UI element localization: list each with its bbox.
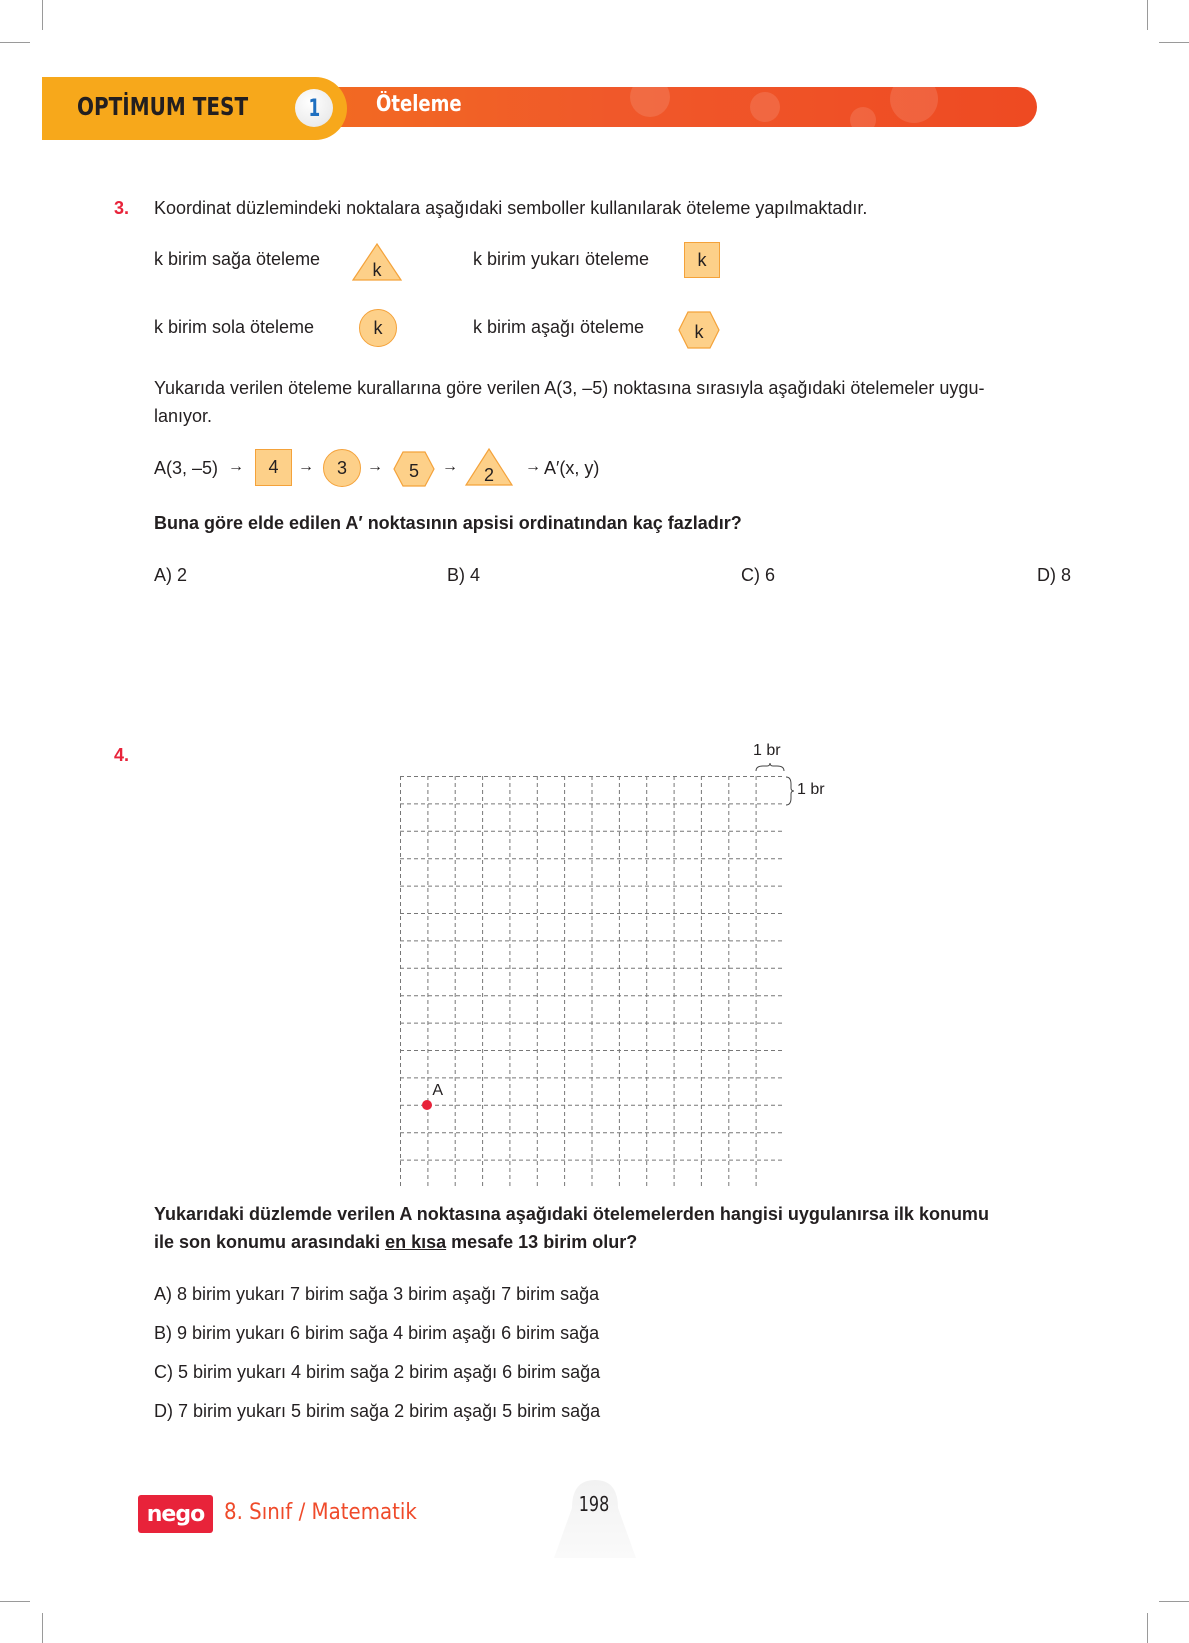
crop-mark [0,42,30,43]
symbol-letter: k [372,259,382,280]
symbol-letter: k [697,249,707,270]
answer-option-c[interactable]: C) 6 [741,565,776,585]
prompt-text: mesafe 13 birim olur? [446,1232,638,1252]
step-value: 2 [483,464,494,485]
answer-option-a[interactable]: A) 8 birim yukarı 7 birim sağa 3 birim aşağı 7 birim sağa [154,1284,600,1304]
question-number: 4. [114,745,130,765]
crop-mark [42,0,43,30]
answer-option-b[interactable]: B) 4 [447,565,481,585]
question-intro: Koordinat düzlemindeki noktalara aşağıdaki semboller kullanılarak öteleme yapılmaktadır. [154,198,868,218]
arrow-icon: → [525,458,541,475]
unit-label-right: 1 br [797,781,825,798]
rule-label-right: k birim sağa öteleme [154,249,321,269]
test-number: 1 [308,94,320,122]
crop-mark [1159,1601,1189,1602]
series-title: OPTİMUM TEST [77,92,249,121]
arrow-icon: → [228,458,244,475]
paragraph-line: lanıyor. [154,406,213,426]
coordinate-grid [400,776,783,1187]
crop-mark [1147,1613,1148,1643]
step-value: 5 [408,460,419,481]
question-prompt-line [154,1232,637,1253]
test-number-badge [295,89,333,127]
page-number: 198 [578,1492,610,1516]
answer-option-d[interactable]: D) 8 [1037,565,1072,585]
square-symbol [255,449,292,486]
question-prompt: Buna göre elde edilen A′ noktasının apsisi ordinatından kaç fazladır? [154,513,742,533]
brace-right-icon [785,776,795,806]
page-number-tab [552,1478,638,1560]
topic-title: Öteleme [376,92,462,117]
triangle-symbol [352,243,402,281]
crop-mark [0,1601,30,1602]
answer-option-a[interactable]: A) 2 [154,565,188,585]
hexagon-symbol [678,311,720,349]
hexagon-symbol [393,451,435,487]
step-value: 4 [268,457,279,477]
rule-label-up: k birim yukarı öteleme [473,249,650,269]
arrow-icon: → [367,458,383,475]
arrow-icon: → [298,458,314,475]
rule-label-down: k birim aşağı öteleme [473,317,645,337]
circle-symbol [323,449,361,487]
paragraph-line: Yukarıda verilen öteleme kurallarına göre verilen A(3, –5) noktasına sırasıyla aşağıdaki ötelemeler uygu- [154,378,985,398]
unit-label-top: 1 br [753,742,781,759]
crop-mark [1147,0,1148,30]
sequence-end: A′(x, y) [544,458,600,478]
point-a-label: A [432,1081,444,1099]
subject-label: 8. Sınıf / Matematik [224,1500,417,1525]
sequence-start: A(3, –5) [154,458,219,478]
step-value: 3 [336,457,347,478]
question-prompt-line: Yukarıdaki düzlemde verilen A noktasına aşağıdaki ötelemelerden hangisi uygulanırsa ilk konumu [154,1204,989,1224]
arrow-icon: → [442,458,458,475]
brace-top-icon [755,762,785,772]
prompt-text: ile son konumu arasındaki [154,1232,386,1252]
crop-mark [42,1613,43,1643]
publisher-logo [138,1495,213,1533]
question-number: 3. [114,198,130,218]
square-symbol [684,242,720,278]
answer-option-c[interactable]: C) 5 birim yukarı 4 birim sağa 2 birim aşağı 6 birim sağa [154,1362,601,1382]
prompt-emphasis: en kısa [385,1232,447,1252]
logo-text: nego [146,1501,205,1527]
crop-mark [1159,42,1189,43]
symbol-letter: k [373,317,383,338]
symbol-letter: k [694,321,704,342]
rule-label-left: k birim sola öteleme [154,317,315,337]
answer-option-b[interactable]: B) 9 birim yukarı 6 birim sağa 4 birim aşağı 6 birim sağa [154,1323,600,1343]
circle-symbol [359,309,397,347]
triangle-symbol [465,448,513,486]
answer-option-d[interactable]: D) 7 birim yukarı 5 birim sağa 2 birim aşağı 5 birim sağa [154,1401,601,1421]
